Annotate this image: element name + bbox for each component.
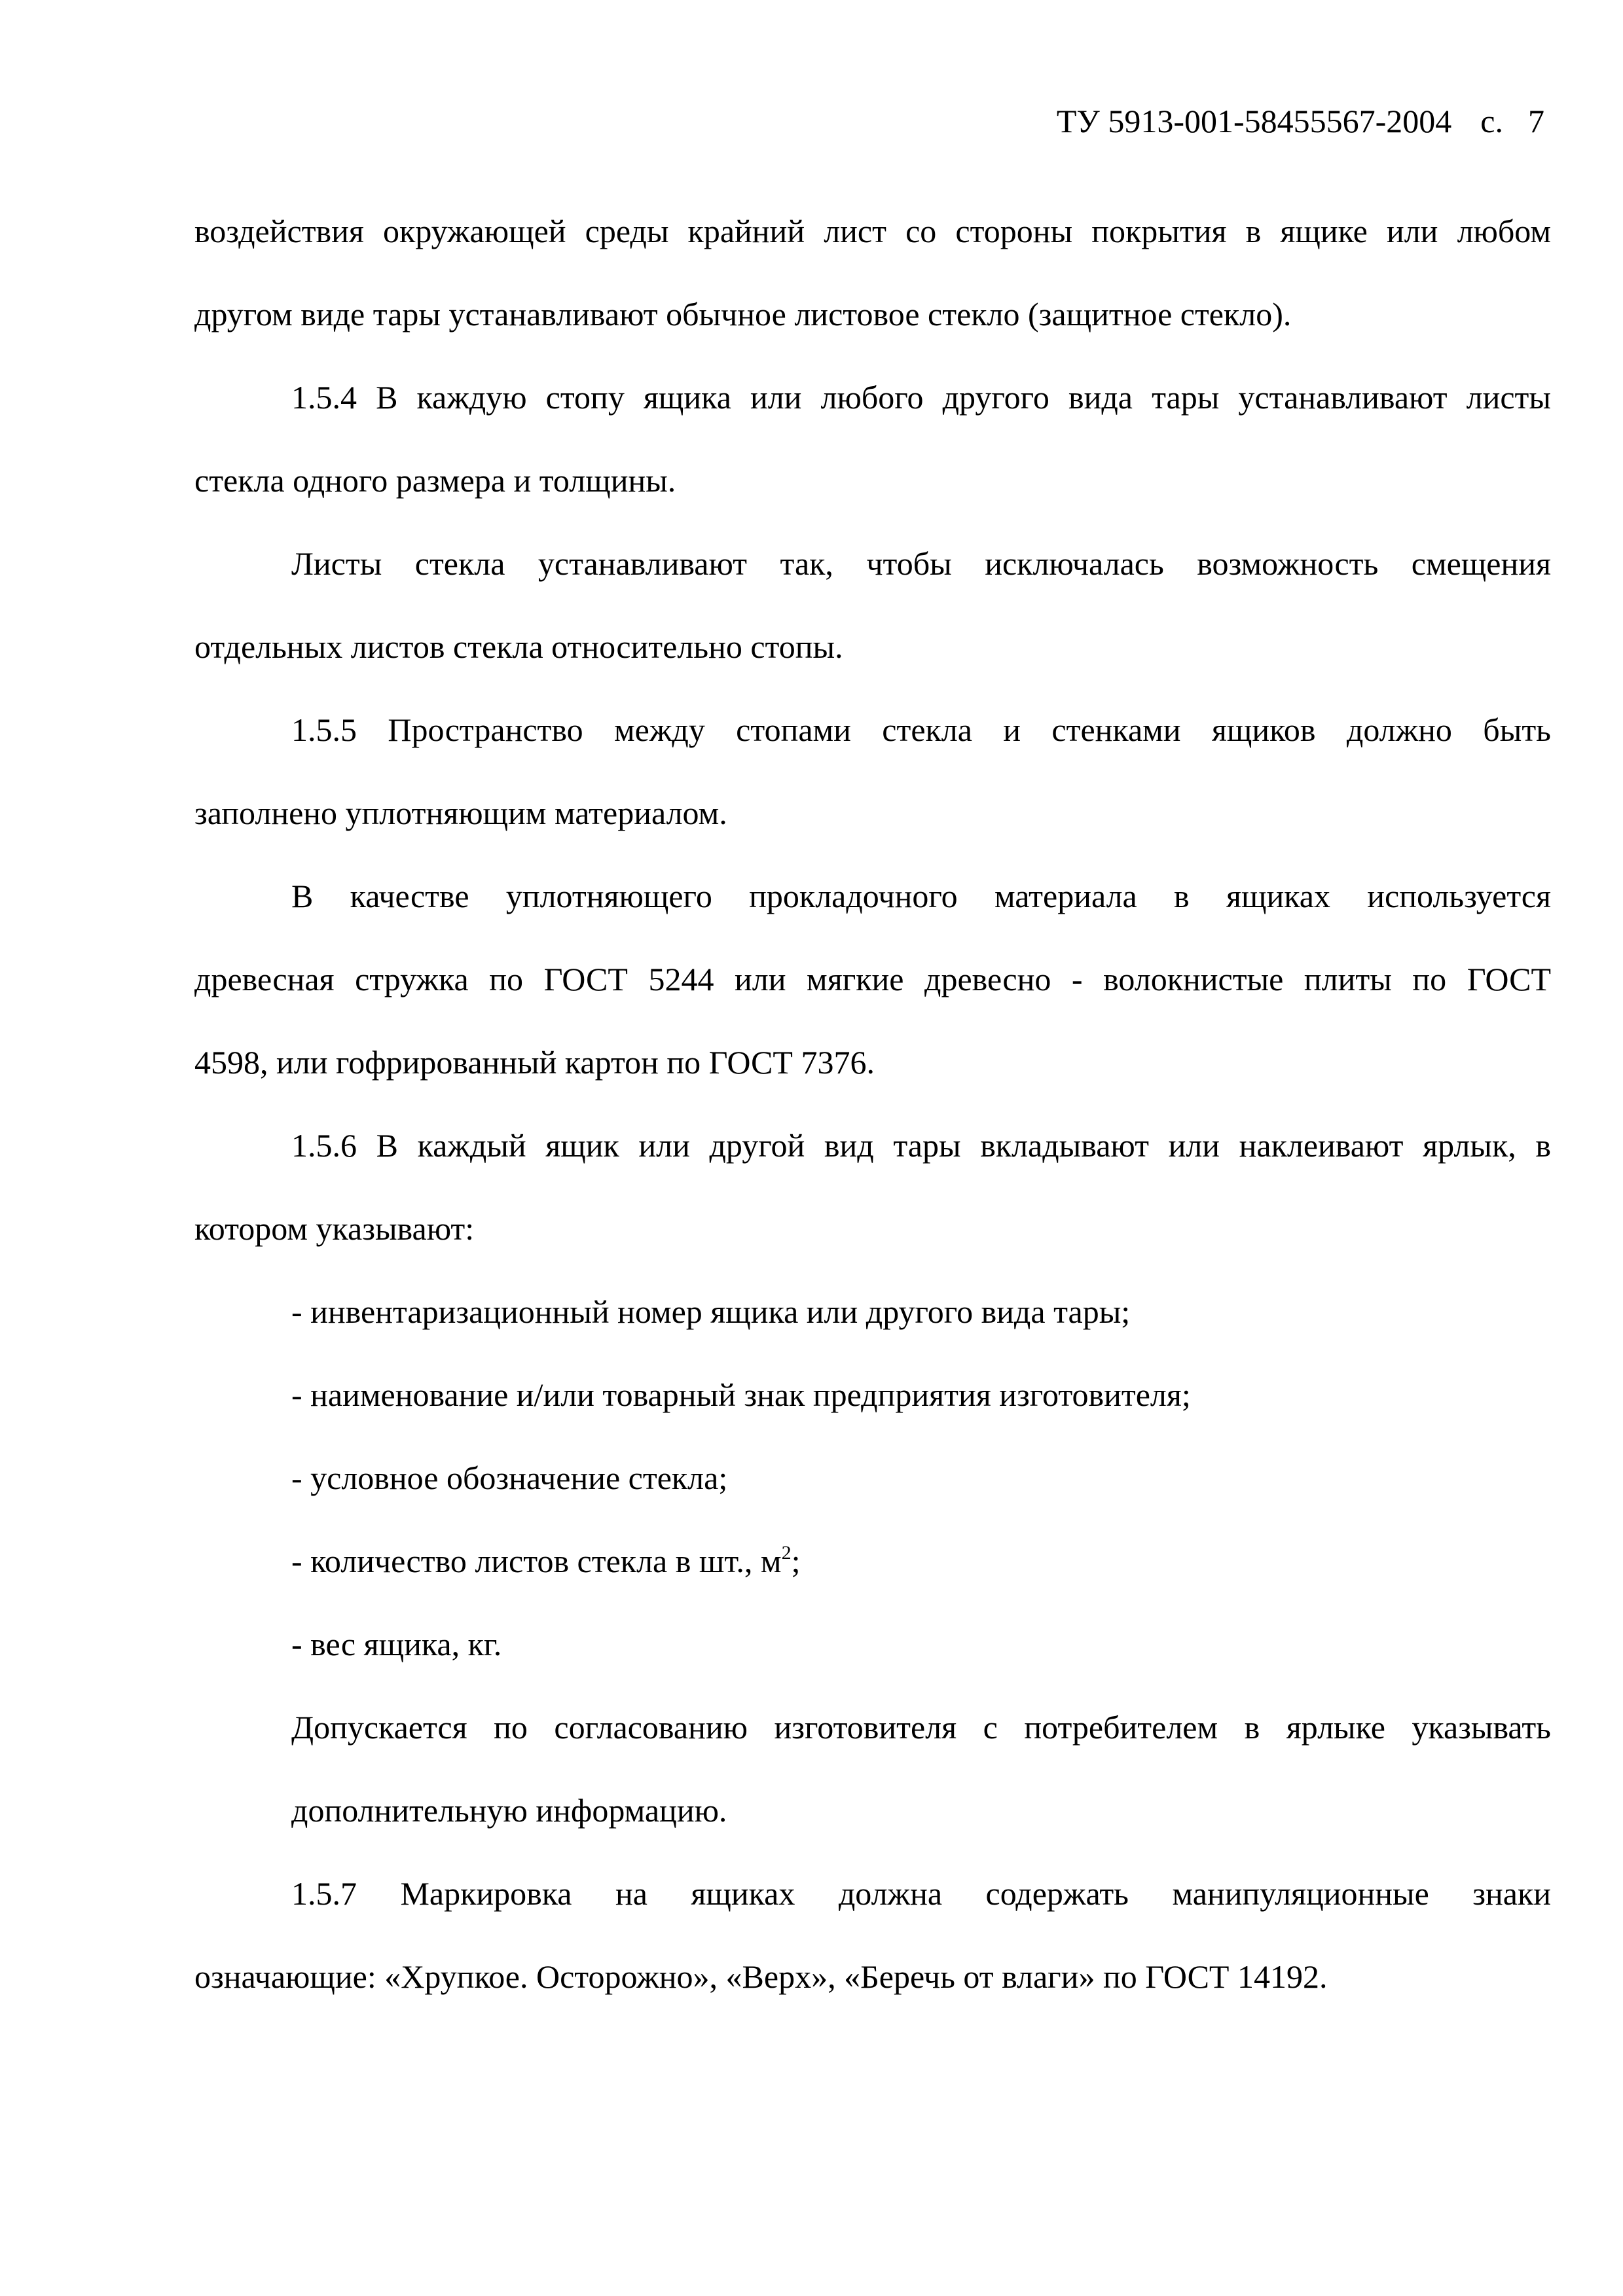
page-header xyxy=(1057,98,1544,144)
list-item: - вес ящика, кг. xyxy=(291,1626,502,1662)
text-line: котором указывают: xyxy=(194,1210,475,1247)
list-item: - условное обозначение стекла; xyxy=(291,1460,728,1496)
text-line: отдельных листов стекла относительно стопы. xyxy=(194,628,843,665)
text-line: другом виде тары устанавливают обычное листовое стекло (защитное стекло). xyxy=(194,296,1292,332)
list-item: - наименование и/или товарный знак предприятия изготовителя; xyxy=(291,1376,1191,1413)
text-line: Листы стекла устанавливают так, чтобы исключалась возможность смещения xyxy=(291,545,1551,582)
page-number: 7 xyxy=(1528,103,1544,139)
text-line: В качестве уплотняющего прокладочного материала в ящиках используется xyxy=(291,878,1551,914)
page-label: с. xyxy=(1480,103,1503,139)
text-line: древесная стружка по ГОСТ 5244 или мягкие древесно - волокнистые плиты по ГОСТ xyxy=(194,961,1551,997)
list-item: - инвентаризационный номер ящика или другого вида тары; xyxy=(291,1293,1131,1330)
list-item-text: - количество листов стекла в шт., м xyxy=(291,1543,782,1579)
text-line: стекла одного размера и толщины. xyxy=(194,462,676,499)
text-line: Допускается по согласованию изготовителя с потребителем в ярлыке указывать xyxy=(291,1709,1551,1746)
text-line: заполнено уплотняющим материалом. xyxy=(194,795,727,831)
document-body xyxy=(194,190,1551,2018)
text-line: воздействия окружающей среды крайний лист со стороны покрытия в ящике или любом xyxy=(194,213,1551,249)
paragraph-1-5-7: 1.5.7 Маркировка на ящиках должна содержать манипуляционные знаки xyxy=(291,1875,1551,1912)
paragraph-1-5-5: 1.5.5 Пространство между стопами стекла и стенками ящиков должно быть xyxy=(291,711,1551,748)
text-line: означающие: «Хрупкое. Осторожно», «Верх», «Беречь от влаги» по ГОСТ 14192. xyxy=(194,1958,1328,1995)
list-item xyxy=(194,1520,1551,1603)
paragraph-1-5-6: 1.5.6 В каждый ящик или другой вид тары вкладывают или наклеивают ярлык, в xyxy=(291,1127,1551,1164)
text-line: дополнительную информацию. xyxy=(291,1792,727,1829)
document-code: ТУ 5913-001-58455567-2004 xyxy=(1056,103,1452,139)
text-line: 4598, или гофрированный картон по ГОСТ 7376. xyxy=(194,1044,875,1081)
list-item-end: ; xyxy=(791,1543,801,1579)
paragraph-1-5-4: 1.5.4 В каждую стопу ящика или любого другого вида тары устанавливают листы xyxy=(291,379,1551,416)
superscript: 2 xyxy=(781,1542,792,1564)
